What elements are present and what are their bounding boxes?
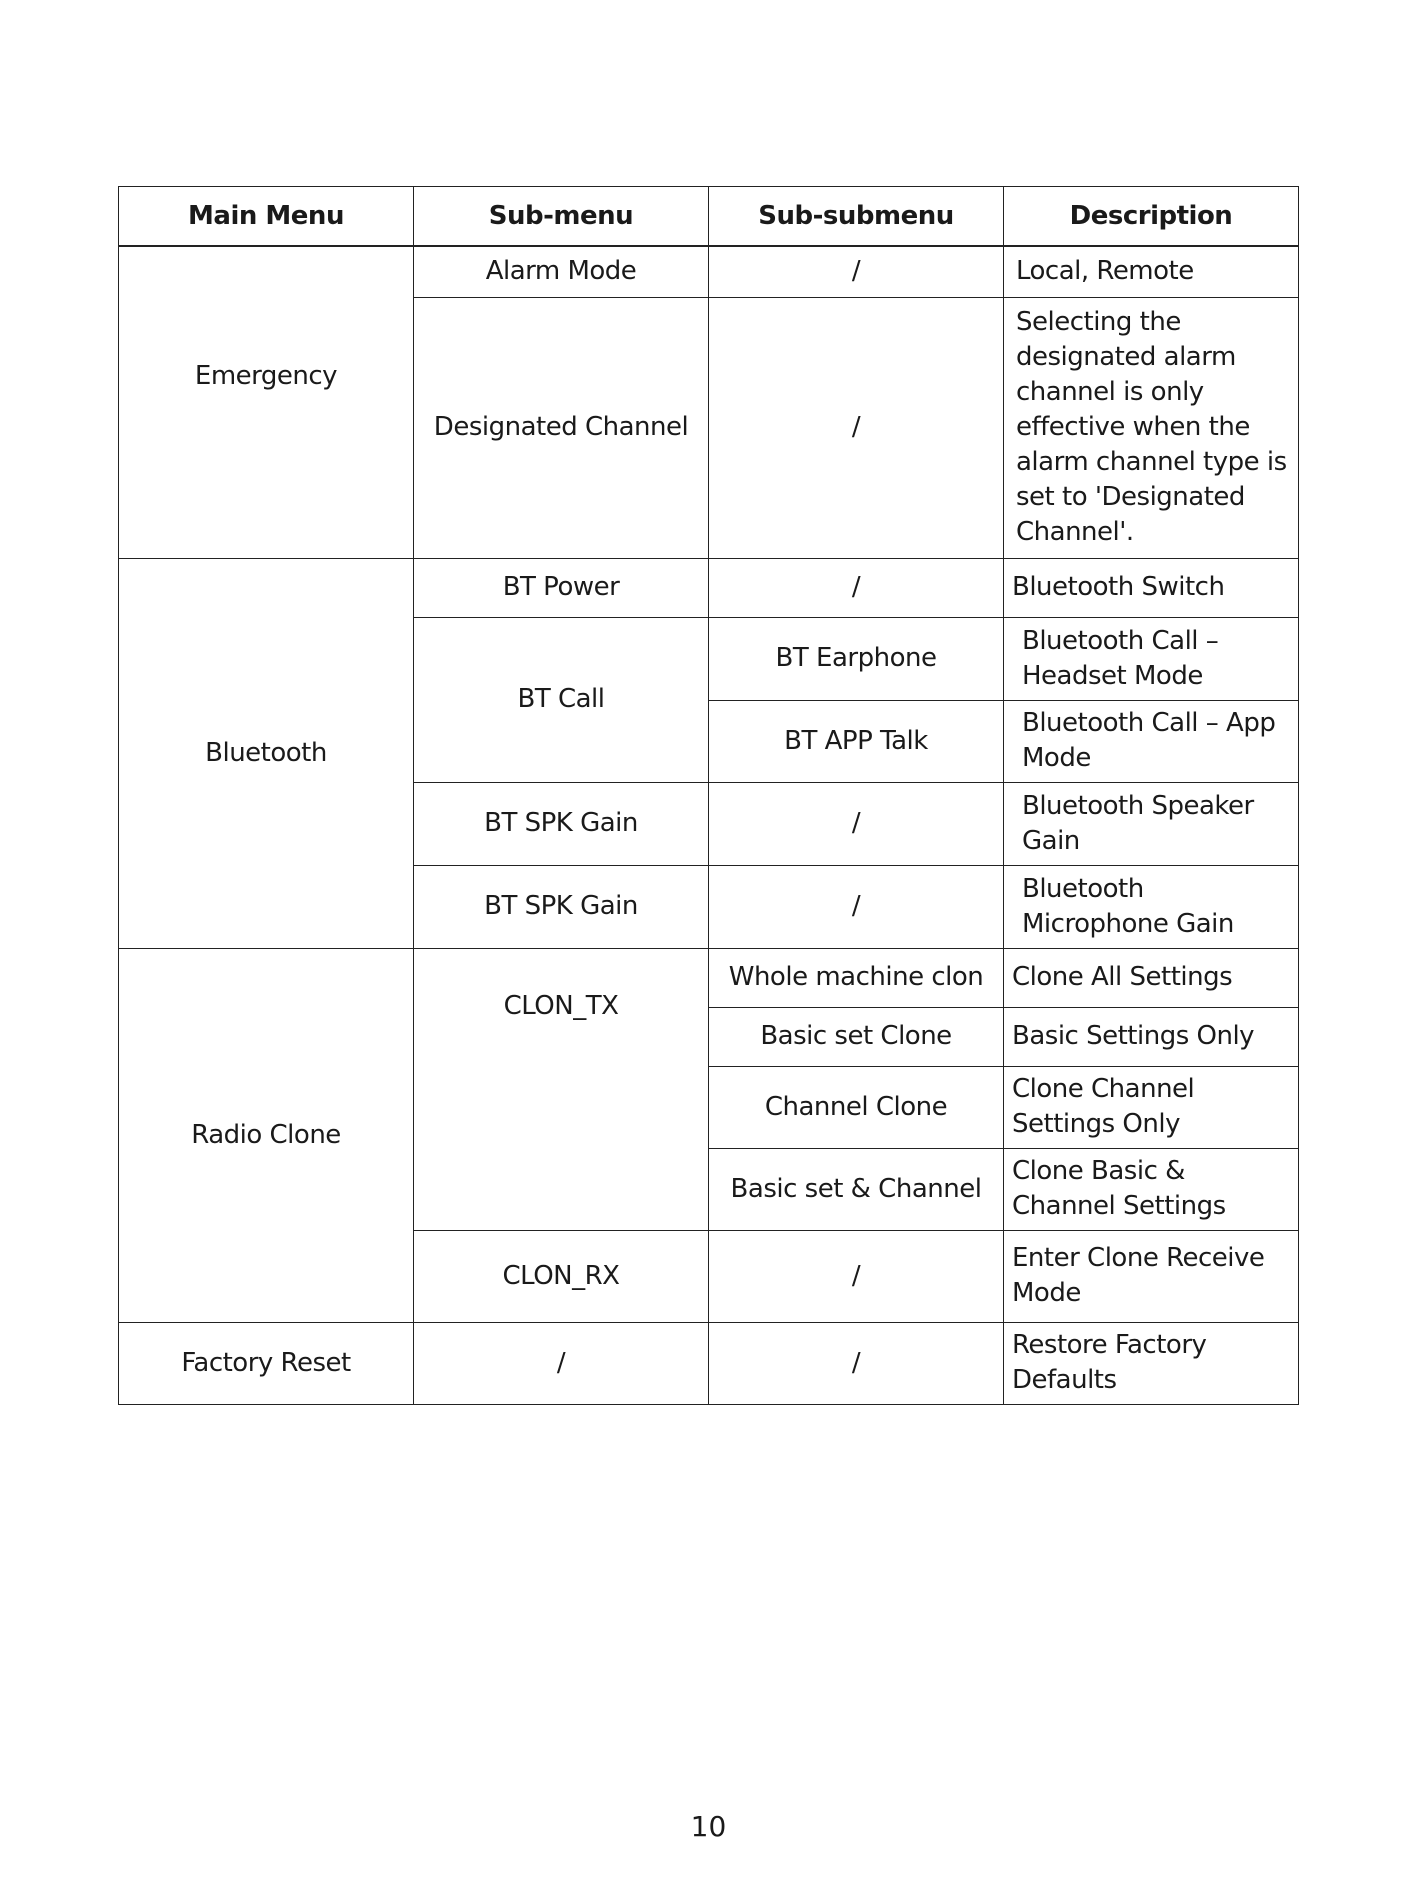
sub-submenu-cell: BT APP Talk bbox=[709, 700, 1004, 782]
header-sub-menu: Sub-menu bbox=[414, 187, 709, 247]
main-menu-factory-reset: Factory Reset bbox=[119, 1322, 414, 1404]
sub-menu-cell: BT SPK Gain bbox=[414, 865, 709, 948]
description-cell: Clone Basic & Channel Settings bbox=[1004, 1148, 1299, 1230]
description-cell: Local, Remote bbox=[1004, 246, 1299, 297]
table-row bbox=[119, 1322, 1299, 1404]
sub-submenu-cell: / bbox=[709, 865, 1004, 948]
sub-menu-cell: Alarm Mode bbox=[414, 246, 709, 297]
description-cell: Basic Settings Only bbox=[1004, 1007, 1299, 1066]
sub-menu-cell: BT Power bbox=[414, 558, 709, 617]
sub-submenu-cell: / bbox=[709, 782, 1004, 865]
main-menu-radio-clone: Radio Clone bbox=[119, 948, 414, 1322]
sub-submenu-cell: BT Earphone bbox=[709, 617, 1004, 700]
sub-submenu-cell: Basic set Clone bbox=[709, 1007, 1004, 1066]
sub-menu-cell: Designated Channel bbox=[414, 297, 709, 558]
sub-submenu-cell: / bbox=[709, 246, 1004, 297]
table-row bbox=[119, 558, 1299, 617]
sub-menu-cell: BT Call bbox=[414, 617, 709, 782]
sub-menu-cell: CLON_TX bbox=[414, 948, 709, 1230]
sub-submenu-cell: / bbox=[709, 558, 1004, 617]
sub-submenu-cell: / bbox=[709, 1322, 1004, 1404]
sub-submenu-cell: / bbox=[709, 1230, 1004, 1322]
sub-menu-cell: / bbox=[414, 1322, 709, 1404]
description-cell: Bluetooth Speaker Gain bbox=[1004, 782, 1299, 865]
header-main-menu: Main Menu bbox=[119, 187, 414, 247]
description-cell: Bluetooth Microphone Gain bbox=[1004, 865, 1299, 948]
description-cell: Selecting the designated alarm channel is only effective when the alarm channel type is set to 'Designated Channel'. bbox=[1004, 297, 1299, 558]
page-number: 10 bbox=[690, 1810, 727, 1843]
menu-table bbox=[118, 186, 1299, 1405]
table-row bbox=[119, 948, 1299, 1007]
header-description: Description bbox=[1004, 187, 1299, 247]
description-cell: Clone Channel Settings Only bbox=[1004, 1066, 1299, 1148]
sub-submenu-cell: Channel Clone bbox=[709, 1066, 1004, 1148]
description-cell: Bluetooth Call – Headset Mode bbox=[1004, 617, 1299, 700]
description-cell: Bluetooth Switch bbox=[1004, 558, 1299, 617]
table-header-row bbox=[119, 187, 1299, 247]
sub-menu-cell: CLON_RX bbox=[414, 1230, 709, 1322]
sub-submenu-cell: Whole machine clon bbox=[709, 948, 1004, 1007]
description-cell: Bluetooth Call – App Mode bbox=[1004, 700, 1299, 782]
sub-submenu-cell: / bbox=[709, 297, 1004, 558]
header-sub-submenu: Sub-submenu bbox=[709, 187, 1004, 247]
table-row bbox=[119, 246, 1299, 297]
description-cell: Clone All Settings bbox=[1004, 948, 1299, 1007]
sub-menu-cell: BT SPK Gain bbox=[414, 782, 709, 865]
main-menu-emergency: Emergency bbox=[119, 246, 414, 558]
main-menu-bluetooth: Bluetooth bbox=[119, 558, 414, 948]
description-cell: Restore Factory Defaults bbox=[1004, 1322, 1299, 1404]
description-cell: Enter Clone Receive Mode bbox=[1004, 1230, 1299, 1322]
sub-submenu-cell: Basic set & Channel bbox=[709, 1148, 1004, 1230]
